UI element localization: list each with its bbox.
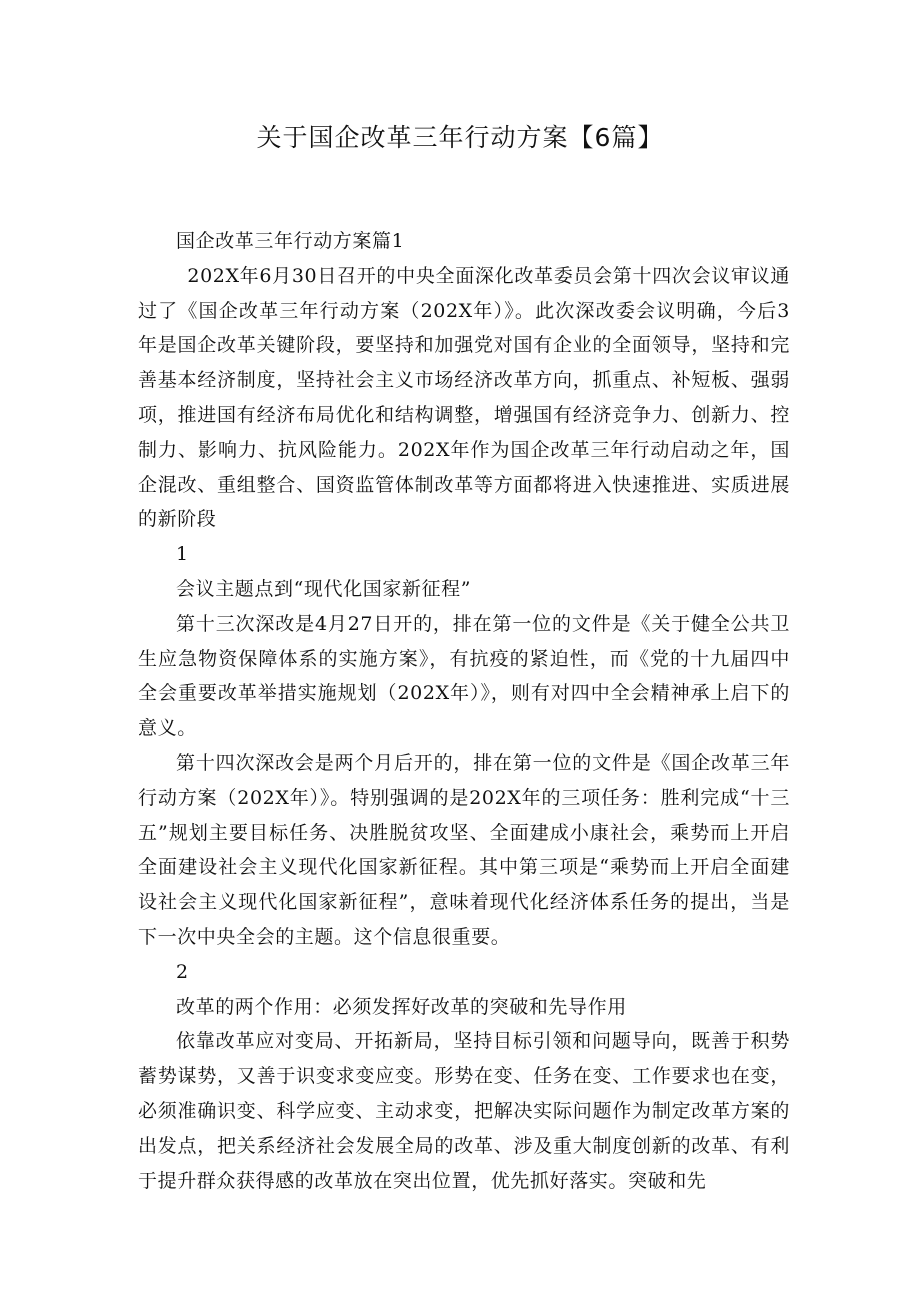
section-number: 1 bbox=[176, 543, 189, 566]
section-number: 2 bbox=[176, 960, 189, 983]
body-paragraph: 第十三次深改是4月27日开的，排在第一位的文件是《关于健全公共卫生应急物资保障体系的实施方案》，有抗疫的紧迫性，而《党的十九届四中全会重要改革举措实施规划（202X年）》，则有对四中全会精神承上启下的意义。 bbox=[138, 612, 790, 740]
body-paragraph: 第十四次深改会是两个月后开的，排在第一位的文件是《国企改革三年行动方案（202X年）》。特别强调的是202X年的三项任务：胜利完成“十三五”规划主要目标任务、决胜脱贫攻坚、全面建成小康社会，乘势而上开启全面建设社会主义现代化国家新征程。其中第三项是“乘势而上开启全面建设社会主义现代化国家新征程”，意味着现代化经济体系任务的提出，当是下一次中央全会的主题。这个信息很重要。 bbox=[138, 751, 790, 948]
document-body bbox=[138, 224, 790, 1198]
subsection-heading: 改革的两个作用：必须发挥好改革的突破和先导作用 bbox=[176, 995, 627, 1018]
subsection-heading: 会议主题点到“现代化国家新征程” bbox=[176, 577, 472, 600]
body-paragraph: 202X年6月30日召开的中央全面深化改革委员会第十四次会议审议通过了《国企改革三年行动方案（202X年）》。此次深改委会议明确，今后3年是国企改革关键阶段，要坚持和加强党对国有企业的全面领导，坚持和完善基本经济制度，坚持社会主义市场经济改革方向，抓重点、补短板、强弱项，推进国有经济布局优化和结构调整，增强国有经济竞争力、创新力、控制力、影响力、抗风险能力。202X年作为国企改革三年行动启动之年，国企混改、重组整合、国资监管体制改革等方面都将进入快速推进、实质进展的新阶段 bbox=[138, 264, 790, 531]
document-title: 关于国企改革三年行动方案【6篇】 bbox=[256, 123, 664, 152]
body-paragraph: 依靠改革应对变局、开拓新局，坚持目标引领和问题导向，既善于积势蓄势谋势，又善于识变求变应变。形势在变、任务在变、工作要求也在变，必须准确识变、科学应变、主动求变，把解决实际问题作为制定改革方案的出发点，把关系经济社会发展全局的改革、涉及重大制度创新的改革、有利于提升群众获得感的改革放在突出位置，优先抓好落实。突破和先 bbox=[138, 1030, 790, 1192]
section-heading: 国企改革三年行动方案篇1 bbox=[176, 230, 405, 252]
